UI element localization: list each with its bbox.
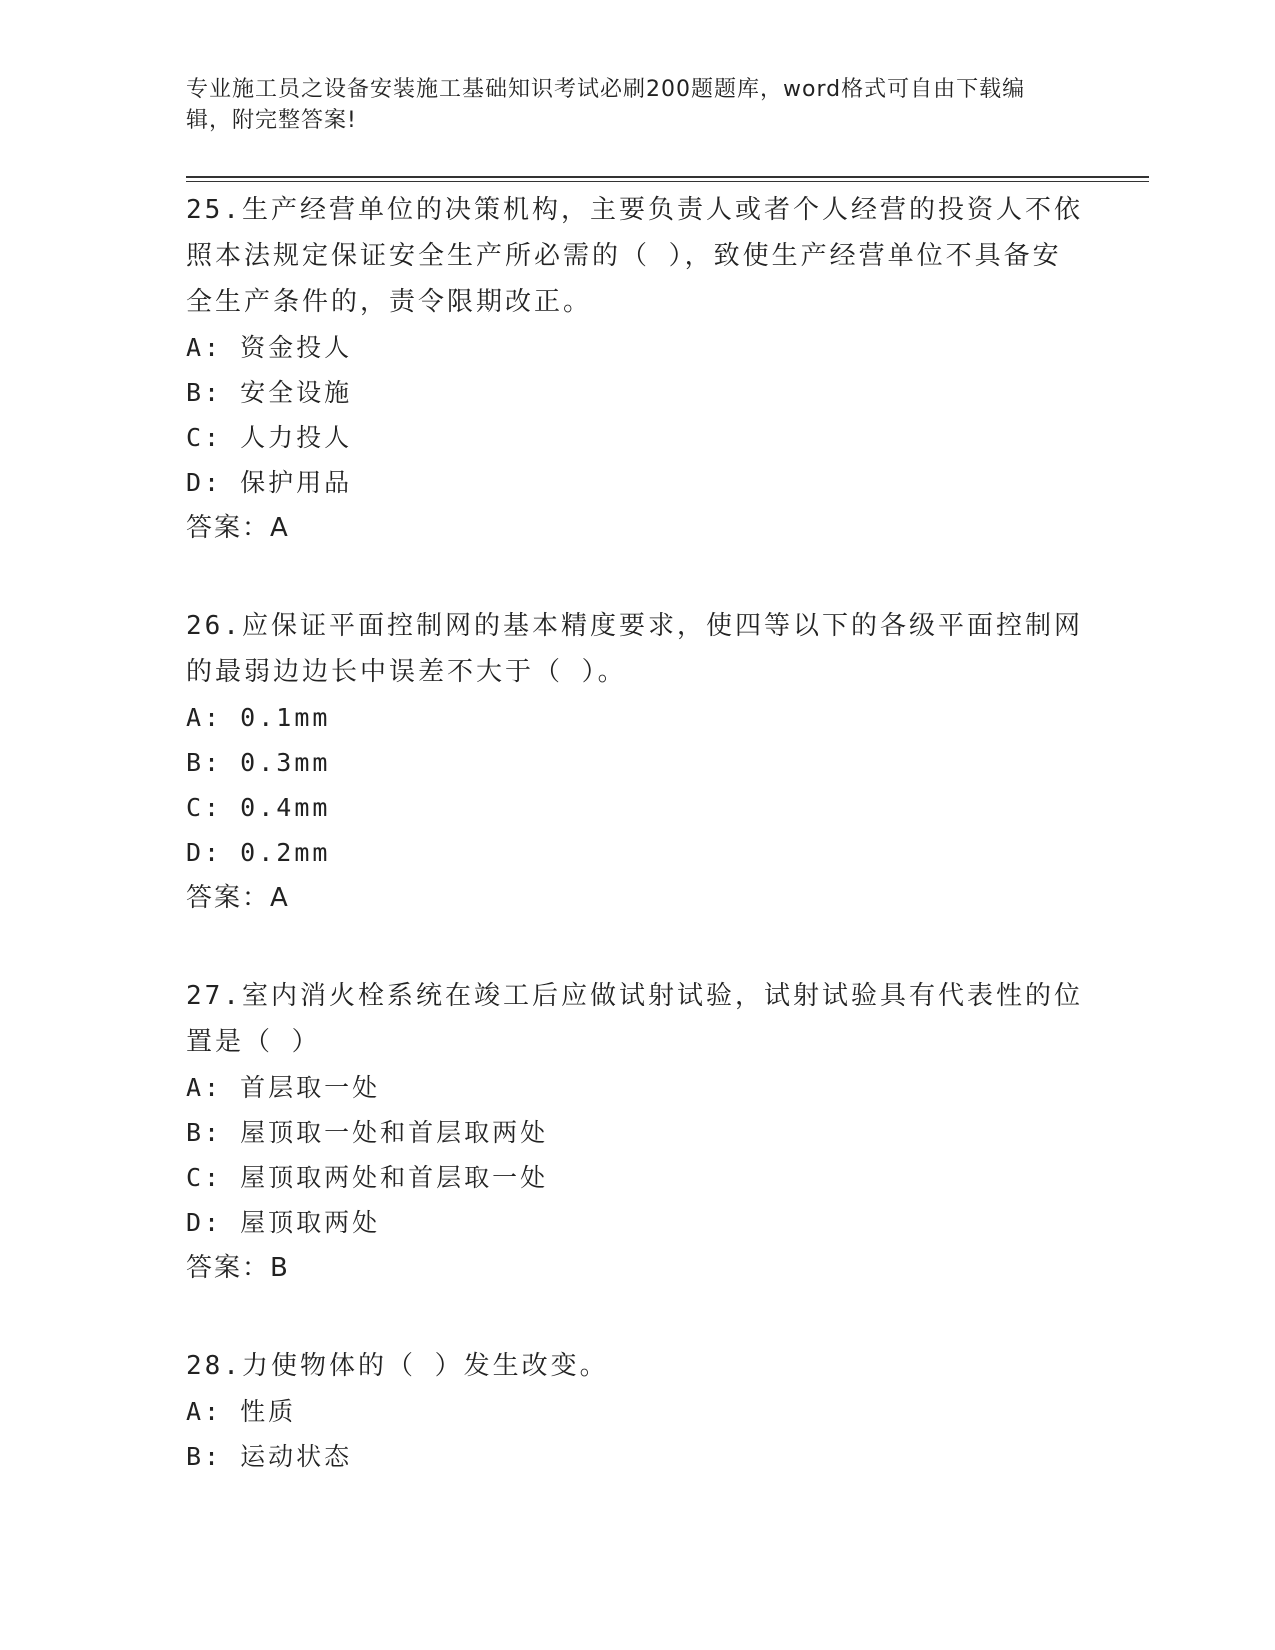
option-b <box>186 1110 1086 1155</box>
option-a <box>186 1065 1086 1110</box>
question-28 <box>186 1343 1086 1479</box>
option-text: 屋顶取两处 <box>240 1208 381 1237</box>
option-key: B: <box>186 1118 223 1147</box>
option-key: A: <box>186 703 223 732</box>
question-stem: 26.应保证平面控制网的基本精度要求，使四等以下的各级平面控制网的最弱边边长中误差不大于（ ）。 <box>186 611 1083 687</box>
option-key: A: <box>186 333 223 362</box>
option-key: B: <box>186 1442 223 1471</box>
option-key: C: <box>186 793 223 822</box>
option-text: 屋顶取两处和首层取一处 <box>240 1163 549 1192</box>
option-key: C: <box>186 423 223 452</box>
option-key: C: <box>186 1163 223 1192</box>
option-text: 资金投人 <box>240 333 353 362</box>
option-text: 0.3mm <box>240 748 331 777</box>
option-text: 人力投人 <box>240 423 353 452</box>
header-divider-thick <box>186 176 1149 178</box>
option-key: A: <box>186 1397 223 1426</box>
option-text: 0.2mm <box>240 838 331 867</box>
document-header: 专业施工员之设备安装施工基础知识考试必刷200题题库，word格式可自由下载编辑，附完整答案! <box>186 77 1026 133</box>
option-key: A: <box>186 1073 223 1102</box>
option-c <box>186 785 1086 830</box>
answer-label: 答案：A <box>186 883 290 913</box>
option-text: 运动状态 <box>240 1442 353 1471</box>
option-text: 性质 <box>240 1397 297 1426</box>
option-text: 0.1mm <box>240 703 331 732</box>
option-text: 安全设施 <box>240 378 353 407</box>
question-stem: 28.力使物体的（ ）发生改变。 <box>186 1351 609 1381</box>
option-d <box>186 460 1086 505</box>
option-a <box>186 1389 1086 1434</box>
option-text: 保护用品 <box>240 468 353 497</box>
question-list <box>186 187 1086 1531</box>
option-text: 屋顶取一处和首层取两处 <box>240 1118 549 1147</box>
option-key: D: <box>186 838 223 867</box>
question-27 <box>186 973 1086 1291</box>
option-c <box>186 1155 1086 1200</box>
question-stem: 27.室内消火栓系统在竣工后应做试射试验，试射试验具有代表性的位置是（ ） <box>186 981 1083 1057</box>
option-key: D: <box>186 1208 223 1237</box>
question-25 <box>186 187 1086 551</box>
answer-label: 答案：A <box>186 513 290 543</box>
option-c <box>186 415 1086 460</box>
option-b <box>186 740 1086 785</box>
option-b <box>186 370 1086 415</box>
option-b <box>186 1434 1086 1479</box>
header-divider-thin <box>186 181 1149 182</box>
option-text: 首层取一处 <box>240 1073 381 1102</box>
option-key: B: <box>186 378 223 407</box>
option-d <box>186 830 1086 875</box>
question-stem: 25.生产经营单位的决策机构，主要负责人或者个人经营的投资人不依照本法规定保证安全生产所必需的（ ），致使生产经营单位不具备安全生产条件的，责令限期改正。 <box>186 195 1083 317</box>
option-a <box>186 325 1086 370</box>
question-26 <box>186 603 1086 921</box>
option-a <box>186 695 1086 740</box>
option-d <box>186 1200 1086 1245</box>
option-text: 0.4mm <box>240 793 331 822</box>
answer-label: 答案：B <box>186 1253 290 1283</box>
option-key: B: <box>186 748 223 777</box>
option-key: D: <box>186 468 223 497</box>
